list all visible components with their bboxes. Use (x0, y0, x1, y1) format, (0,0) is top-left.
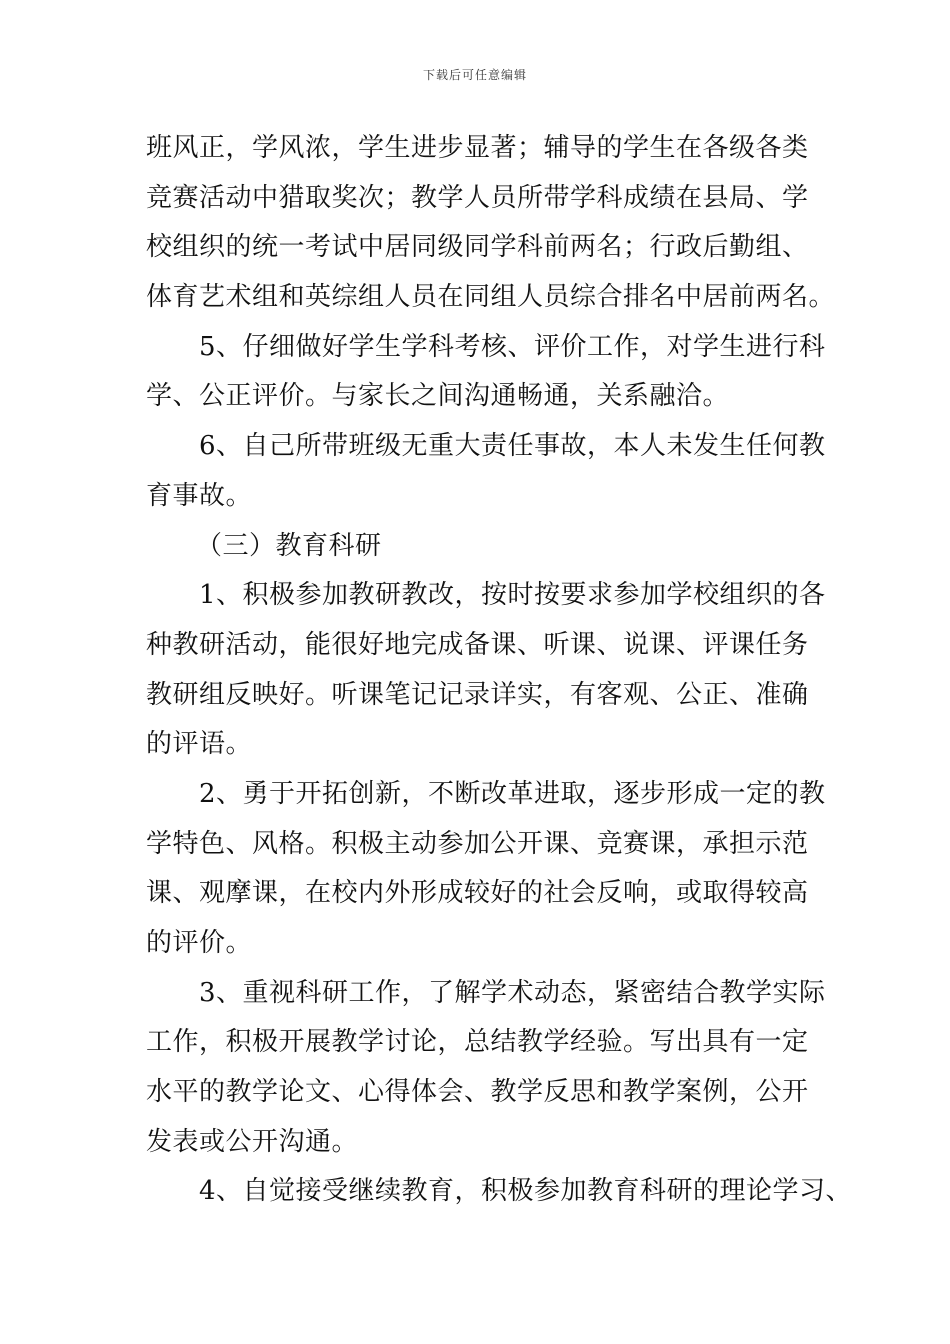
text-line: 课、观摩课，在校内外形成较好的社会反响，或取得较高 (146, 878, 809, 909)
text-line: 的评价。 (146, 928, 253, 958)
text-line: 3、重视科研工作，了解学术动态，紧密结合教学实际 (146, 977, 826, 1008)
text-line: 体育艺术组和英综组人员在同组人员综合排名中居前两名。 (146, 282, 836, 313)
text-line: 工作，积极开展教学讨论，总结教学经验。写出具有一定 (146, 1027, 809, 1058)
text-line: 发表或公开沟通。 (146, 1126, 359, 1157)
text-line: 班风正，学风浓，学生进步显著；辅导的学生在各级各类 (146, 133, 809, 163)
text-line: 的评语。 (146, 729, 253, 760)
section-heading: （三）教育科研 (196, 530, 382, 561)
page-header-note: 下载后可任意编辑 (422, 68, 527, 82)
text-line: 1、积极参加教研教改，按时按要求参加学校组织的各 (146, 580, 826, 611)
text-line: 学特色、风格。积极主动参加公开课、竞赛课，承担示范 (146, 828, 809, 859)
text-line: 育事故。 (146, 480, 253, 511)
text-line: 6、自己所带班级无重大责任事故，本人未发生任何教 (146, 431, 826, 462)
text-line: 5、仔细做好学生学科考核、评价工作，对学生进行科 (146, 331, 826, 362)
text-line: 校组织的统一考试中居同级同学科前两名；行政后勤组、 (146, 232, 809, 263)
text-line: 学、公正评价。与家长之间沟通畅通，关系融洽。 (146, 381, 730, 412)
text-line: 种教研活动，能很好地完成备课、听课、说课、评课任务 (146, 629, 809, 660)
text-line: 水平的教学论文、心得体会、教学反思和教学案例，公开 (146, 1077, 809, 1108)
text-line: 教研组反映好。听课笔记记录详实，有客观、公正、准确 (146, 679, 809, 710)
document-body (146, 124, 853, 1217)
text-line: 4、自觉接受继续教育，积极参加教育科研的理论学习、 (146, 1176, 853, 1207)
text-line: 竞赛活动中猎取奖次；教学人员所带学科成绩在县局、学 (146, 182, 809, 213)
text-line: 2、勇于开拓创新，不断改革进取，逐步形成一定的教 (146, 778, 826, 809)
